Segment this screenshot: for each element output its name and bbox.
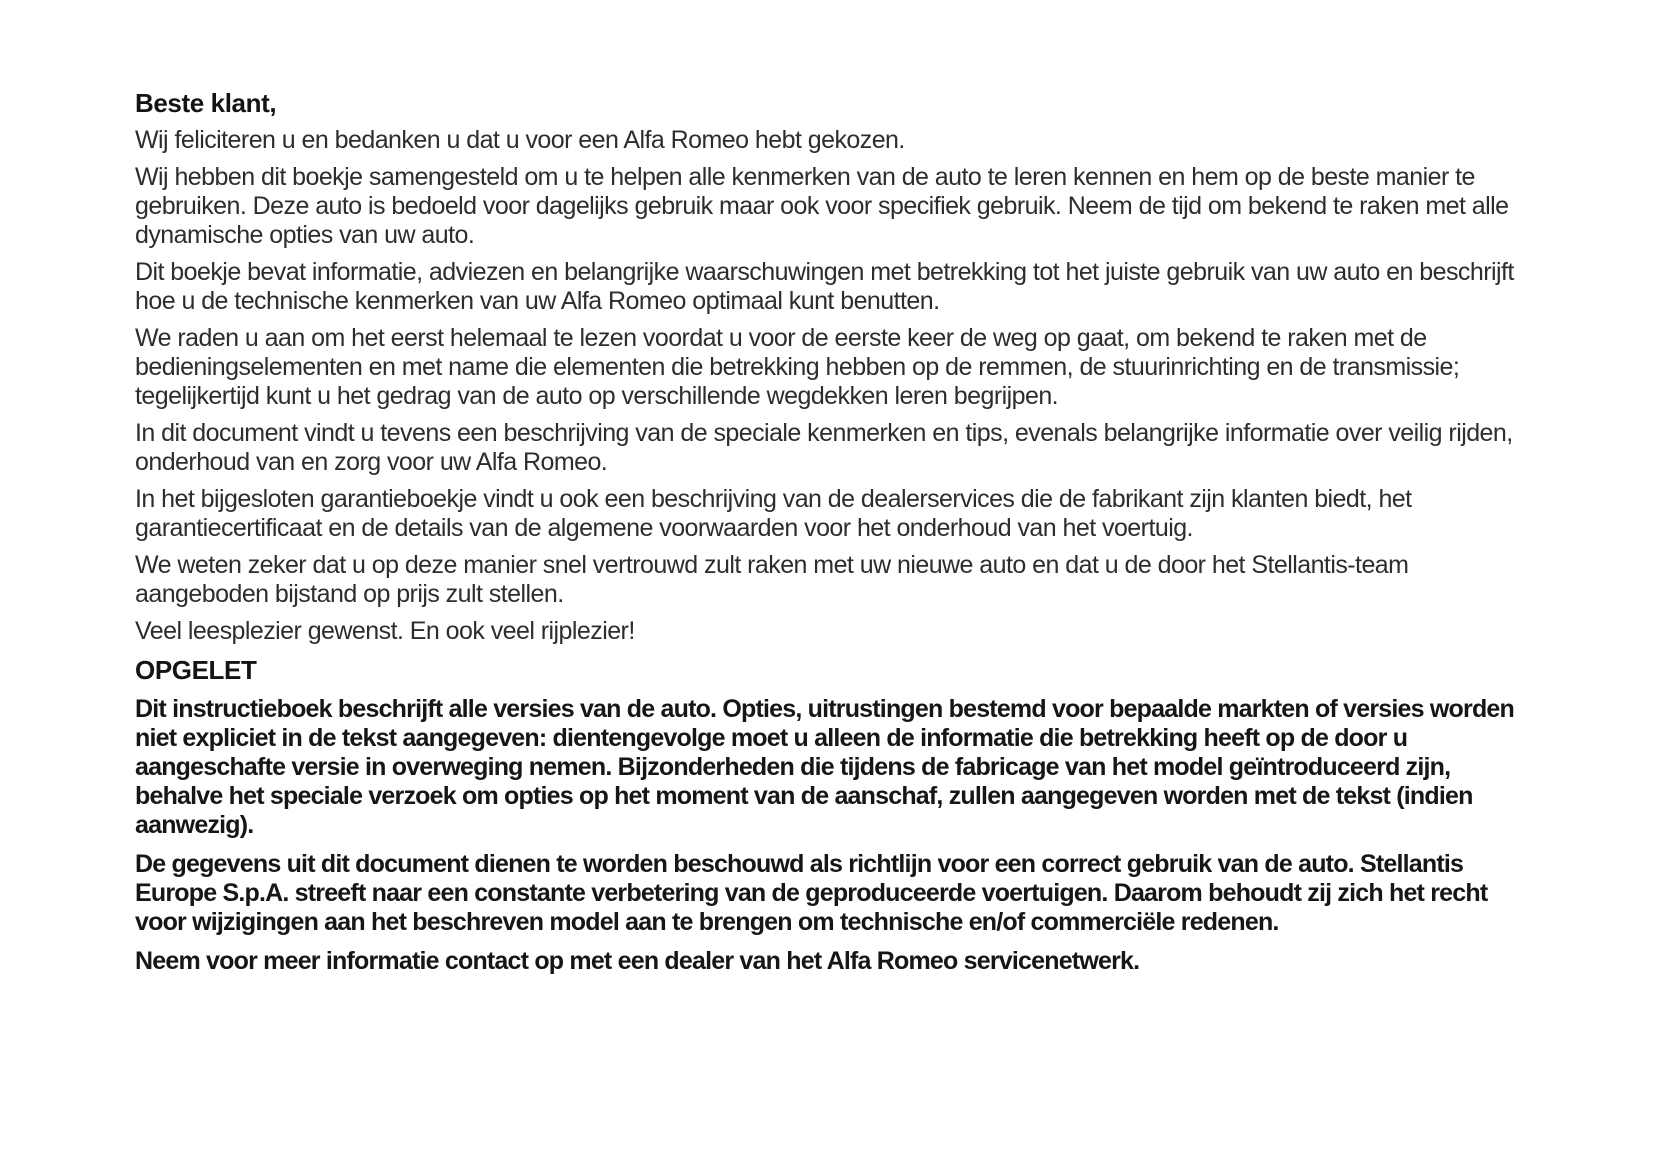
intro-paragraph-4: We raden u aan om het eerst helemaal te lezen voordat u voor de eerste keer de weg op gaat, om bekend te raken met de bedieningselementen en met name die elementen die betrekking hebben op de remmen, de stuurinrichting en de transmissie; tegelijkertijd kunt u het gedrag van de auto op verschillende wegdekken leren begrijpen. [135,324,1460,410]
intro-paragraph-7: We weten zeker dat u op deze manier snel vertrouwd zult raken met uw nieuwe auto en dat u de door het Stellantis-team aangeboden bijstand op prijs zult stellen. [135,551,1409,608]
notice-paragraph-2: De gegevens uit dit document dienen te worden beschouwd als richtlijn voor een correct gebruik van de auto. Stellantis Europe S.p.A. streeft naar een constante verbetering van de geproduceerde voertuigen. Daarom behoudt zij zich het recht voor wijzigingen aan het beschreven model aan te brengen om technische en/of commerciële redenen. [135,850,1488,936]
intro-paragraph-6: In het bijgesloten garantieboekje vindt u ook een beschrijving van de dealerservices die de fabrikant zijn klanten biedt, het garantiecertificaat en de details van de algemene voorwaarden voor het onderhoud van het voertuig. [135,485,1412,542]
intro-paragraph-8: Veel leesplezier gewenst. En ook veel rijplezier! [135,617,635,645]
notice-paragraph-3: Neem voor meer informatie contact op met een dealer van het Alfa Romeo servicenetwerk. [135,947,1140,975]
intro-paragraph-3: Dit boekje bevat informatie, adviezen en belangrijke waarschuwingen met betrekking tot het juiste gebruik van uw auto en beschrijft hoe u de technische kenmerken van uw Alfa Romeo optimaal kunt benutten. [135,258,1514,315]
intro-paragraph-2: Wij hebben dit boekje samengesteld om u te helpen alle kenmerken van de auto te leren kennen en hem op de beste manier te gebruiken. Deze auto is bedoeld voor dagelijks gebruik maar ook voor specifiek gebruik. Neem de tijd om bekend te raken met alle dynamische opties van uw auto. [135,163,1509,249]
intro-text-section [135,88,1540,976]
notice-heading: OPGELET [135,655,257,685]
intro-paragraph-5: In dit document vindt u tevens een beschrijving van de speciale kenmerken en tips, evenals belangrijke informatie over veilig rijden, onderhoud van en zorg voor uw Alfa Romeo. [135,419,1513,476]
greeting-heading: Beste klant, [135,88,277,118]
notice-paragraph-1: Dit instructieboek beschrijft alle versies van de auto. Opties, uitrustingen bestemd voor bepaalde markten of versies worden niet expliciet in de tekst aangegeven: dientengevolge moet u alleen de informatie die betrekking heeft op de door u aangeschafte versie in overweging nemen. Bijzonderheden die tijdens de fabricage van het model geïntroduceerd zijn, behalve het speciale verzoek om opties op het moment van de aanschaf, zullen aangegeven worden met de tekst (indien aanwezig). [135,695,1514,839]
intro-paragraph-1: Wij feliciteren u en bedanken u dat u voor een Alfa Romeo hebt gekozen. [135,126,905,154]
